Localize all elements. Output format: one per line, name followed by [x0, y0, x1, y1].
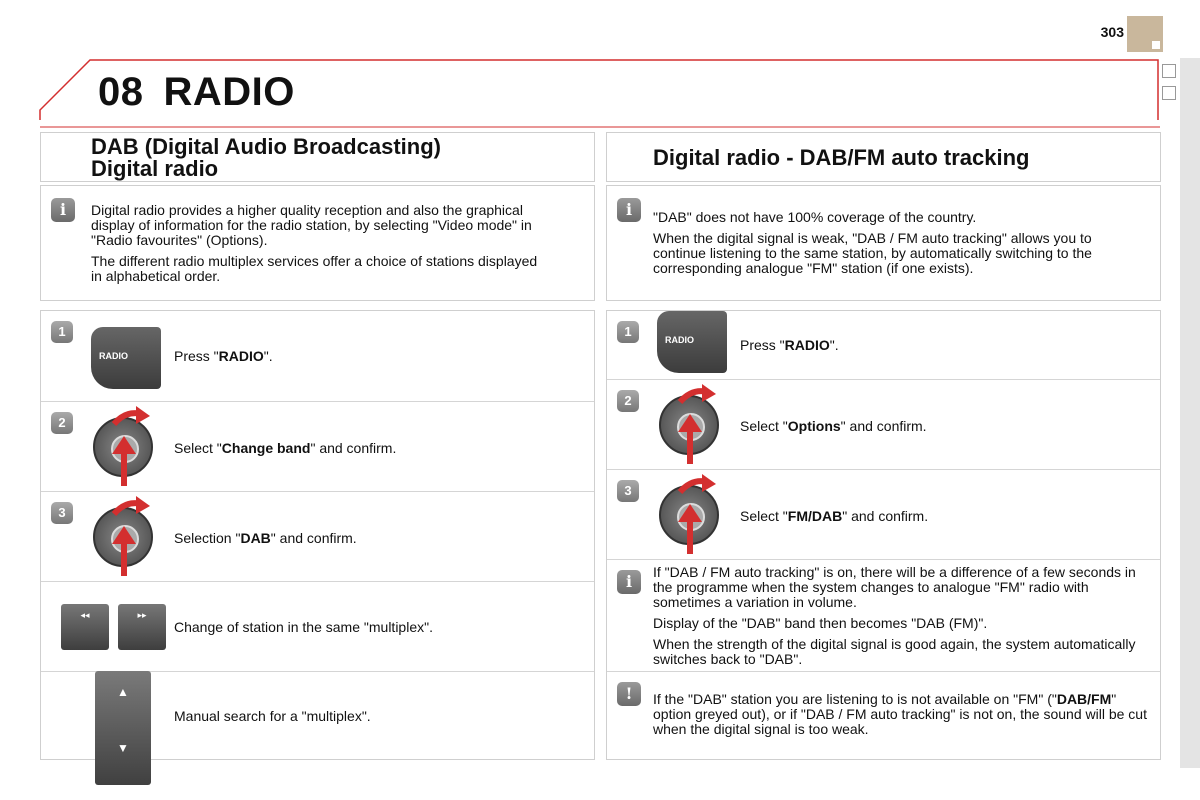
right-section-header	[606, 132, 1161, 182]
right-step-3	[607, 469, 1160, 559]
right-step-3-text: Select "FM/DAB" and confirm.	[740, 508, 929, 524]
step-number: 3	[617, 480, 639, 502]
red-arrow-icon	[96, 404, 156, 490]
fast-forward-icon: ▸▸	[118, 604, 166, 650]
left-step-1	[41, 311, 594, 401]
down-arrow-icon: ▼	[117, 741, 129, 755]
left-step-4-text: Change of station in the same "multiplex".	[174, 619, 433, 635]
right-warning	[607, 671, 1160, 759]
left-info-text	[91, 203, 541, 290]
right-info2	[607, 559, 1160, 671]
up-arrow-icon: ▲	[117, 685, 129, 699]
right-info2-text	[653, 565, 1148, 673]
step-number: 3	[51, 502, 73, 524]
left-step-5-text: Manual search for a "multiplex".	[174, 708, 371, 724]
right-step-1	[607, 311, 1160, 379]
radio-button-icon: RADIO	[91, 327, 161, 389]
right-info2-p1: If "DAB / FM auto tracking" is on, there will be a difference of a few seconds in the programme when the system changes to analogue "FM" radio with sometimes a variation in volume.	[653, 564, 1136, 610]
right-section-title: Digital radio - DAB/FM auto tracking	[653, 145, 1030, 170]
right-info-p1: "DAB" does not have 100% coverage of the country.	[653, 209, 977, 225]
page-number: 303	[1100, 24, 1124, 40]
step-number: 2	[51, 412, 73, 434]
left-step-1-text: Press "RADIO".	[174, 348, 273, 364]
left-info-p2: The different radio multiplex services offer a choice of stations displayed in alphabetical order.	[91, 253, 538, 284]
right-warning-text: If the "DAB" station you are listening to is not available on "FM" ("DAB/FM" option greyed out), or if "DAB / FM auto tracking" is not on, the sound will be cut when the digital signal is too weak.	[653, 691, 1147, 737]
left-info-p1: Digital radio provides a higher quality reception and also the graphical display of information for the radio station, by selecting "Video mode" in "Radio favourites" (Options).	[91, 202, 532, 248]
chapter-heading	[98, 70, 295, 115]
red-arrow-icon	[662, 382, 722, 468]
left-info-box	[40, 185, 595, 301]
right-info-box	[606, 185, 1161, 301]
side-bar	[1180, 58, 1200, 768]
right-steps-panel	[606, 310, 1161, 760]
step-number: 1	[617, 321, 639, 343]
info-icon: i	[617, 570, 641, 594]
right-info-text	[653, 210, 1148, 282]
left-section-header	[40, 132, 595, 182]
right-info2-p2: Display of the "DAB" band then becomes "DAB (FM)".	[653, 615, 988, 631]
rewind-icon: ◂◂	[61, 604, 109, 650]
left-step-3	[41, 491, 594, 581]
left-title-line2: Digital radio	[91, 156, 219, 181]
left-step-2-text: Select "Change band" and confirm.	[174, 440, 397, 456]
right-step-2	[607, 379, 1160, 469]
radio-button-icon: RADIO	[657, 311, 727, 373]
step-number: 2	[617, 390, 639, 412]
right-info2-p3: When the strength of the digital signal is good again, the system automatically switches back to "DAB".	[653, 636, 1136, 667]
red-arrow-icon	[662, 472, 722, 558]
left-section-title	[91, 136, 441, 180]
info-icon: i	[617, 198, 641, 222]
right-info-p2: When the digital signal is weak, "DAB / FM auto tracking" allows you to continue listening to the same station, by automatically switching to the corresponding analogue "FM" station (if one exists).	[653, 230, 1092, 276]
info-icon: i	[51, 198, 75, 222]
left-step-5	[41, 671, 594, 759]
right-step-2-text: Select "Options" and confirm.	[740, 418, 927, 434]
left-steps-panel	[40, 310, 595, 760]
left-step-4	[41, 581, 594, 671]
right-step-1-text: Press "RADIO".	[740, 337, 839, 353]
chapter-title: RADIO	[163, 70, 295, 114]
separator	[0, 120, 1200, 132]
up-down-buttons	[95, 671, 151, 785]
chapter-number: 08	[98, 70, 144, 114]
warning-icon: !	[617, 682, 641, 706]
step-number: 1	[51, 321, 73, 343]
red-arrow-icon	[96, 494, 156, 580]
left-step-3-text: Selection "DAB" and confirm.	[174, 530, 357, 546]
left-step-2	[41, 401, 594, 491]
left-title-line1: DAB (Digital Audio Broadcasting)	[91, 134, 441, 159]
